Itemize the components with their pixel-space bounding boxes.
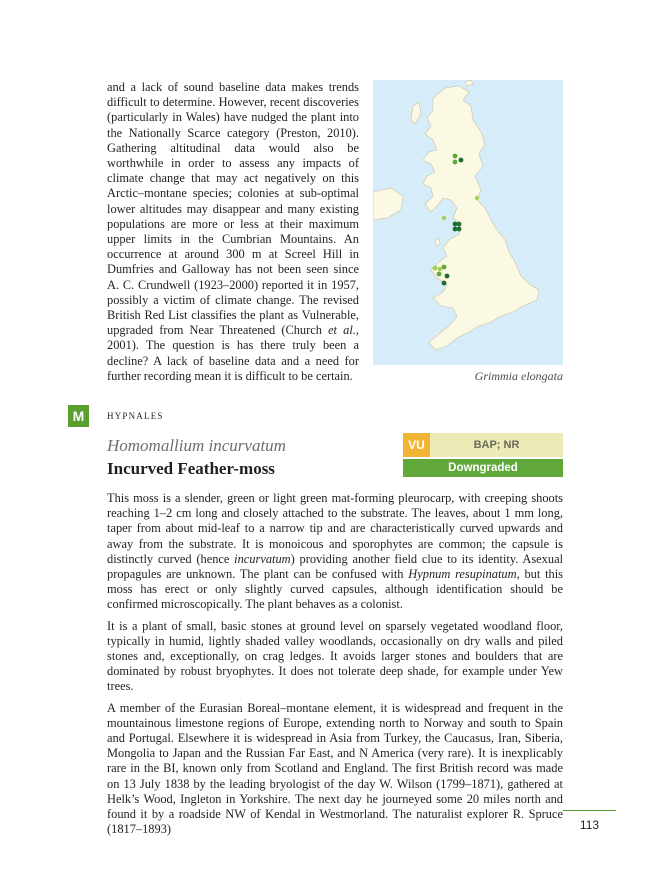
- orkney: [465, 80, 473, 86]
- isle-of-man: [435, 238, 440, 246]
- body-paragraph: [107, 491, 563, 613]
- outer-hebrides: [411, 102, 421, 124]
- species-latin-name: Homomallium incurvatum: [107, 436, 286, 455]
- record-dot: [442, 265, 447, 270]
- great-britain-landmass: [423, 86, 539, 350]
- body-text-part: This moss is a slender, green or light green mat-forming pleurocarp, with creeping shoots reaching 1–2 cm long and closely attached to the substrate. The leaves, about 1 mm long, taper from about mid-leaf to a narrow tip and are characteristically curved upwards and away from the substrate. It is monoicous and sporophytes are common; the capsule is distinctly curved (hence: [107, 491, 563, 566]
- record-dot: [437, 272, 442, 277]
- body-paragraph: A member of the Eurasian Boreal–montane element, it is widespread and frequent in the mountainous limestone regions of Europe, extending north to Norway and south to Spain and Portugal. Elsewhere it is widespread in Asia from Turkey, the Caucasus, Iran, Siberia, Mongolia to Japan and the Russian Far East, and N America (very rare). It is inexplicably rare in the BI, known only from Scotland and England. The first British record was made on 13 July 1838 by the leading bryologist of the day W. Wilson (1799–1871), gathered at Helk’s Wood, Ingleton in Yorkshire. The next day he journeyed some 20 miles north and found it by a roadside NW of Kendal in Westmorland. The naturalist explorer R. Spruce (1817–1893): [107, 700, 563, 837]
- record-dot: [453, 154, 458, 159]
- body-text-part: , but this moss has erect or only slightly curved capsules, although identification should be confirmed microscopically. The plant behaves as a colonist.: [107, 567, 563, 612]
- status-box: [403, 433, 563, 477]
- body-paragraph: It is a plant of small, basic stones at ground level on sparsely vegetated woodland floor, typically in humid, lightly shaded valley woodlands, occasionally on dry walls and piled stones and, exceptionally, on crag ledges. It avoids larger stones and boulders that are dominated by robust bryophytes. It does not tolerate deep shade, for example under Yew trees.: [107, 618, 563, 694]
- northern-ireland-edge: [373, 188, 403, 220]
- top-paragraph: [107, 80, 359, 384]
- body-italic: incurvatum: [234, 551, 291, 566]
- record-dot: [445, 274, 450, 279]
- trend-badge: Downgraded: [403, 459, 563, 477]
- record-dot: [433, 266, 438, 271]
- et-al-italic: et al.: [328, 323, 356, 338]
- top-paragraph-part: and a lack of sound baseline data makes trends difficult to determine. However, recent discoveries (particularly in Wales) have nudged the plant into the Nationally Scarce category (Preston, 2010). Gathering altitudinal data would also be worthwhile in order to assess any impacts of climate change that may act negatively on this Arctic–montane species; colonies at sub-optimal lower altitudes may disappear and many existing populations are more or less at their maximum upper limits in the Cumbrian Mountains. An occurrence at around 300 m at Screel Hill in Dumfries and Galloway has not been seen since A. C. Crundwell (1923–2000) reported it in 1957, possibly a victim of climate change. The revised British Red List classifies the plant as Vulnerable, upgraded from Near Threatened (Church: [107, 80, 359, 338]
- footer-rule: [563, 810, 616, 811]
- status-row: [403, 433, 563, 457]
- record-dot: [453, 160, 458, 165]
- page-number: 113: [579, 818, 600, 832]
- map-caption: Grimmia elongata: [474, 369, 563, 383]
- record-dot: [459, 158, 464, 163]
- record-dot: [442, 281, 447, 286]
- record-dot: [457, 227, 462, 232]
- distribution-map: [373, 80, 563, 365]
- species-body: [107, 491, 563, 843]
- body-text-part: ) providing another field clue to its identity. Asexual propagules are unknown. The plant can be confused with: [107, 551, 564, 582]
- record-dot: [457, 222, 462, 227]
- status-code-badge: VU: [403, 433, 430, 457]
- record-dot: [442, 216, 446, 220]
- section-letter-badge: M: [68, 405, 89, 427]
- body-italic: Hypnum resupinatum: [408, 567, 517, 582]
- designations-badge: BAP; NR: [430, 433, 563, 457]
- species-common-name: Incurved Feather-moss: [107, 459, 275, 478]
- record-dot: [475, 196, 479, 200]
- family-heading: HYPNALES: [107, 411, 164, 421]
- top-paragraph-part: , 2001). The question is has there truly been a decline? A lack of baseline data and a need for further recording mean it is difficult to be certain.: [107, 323, 359, 383]
